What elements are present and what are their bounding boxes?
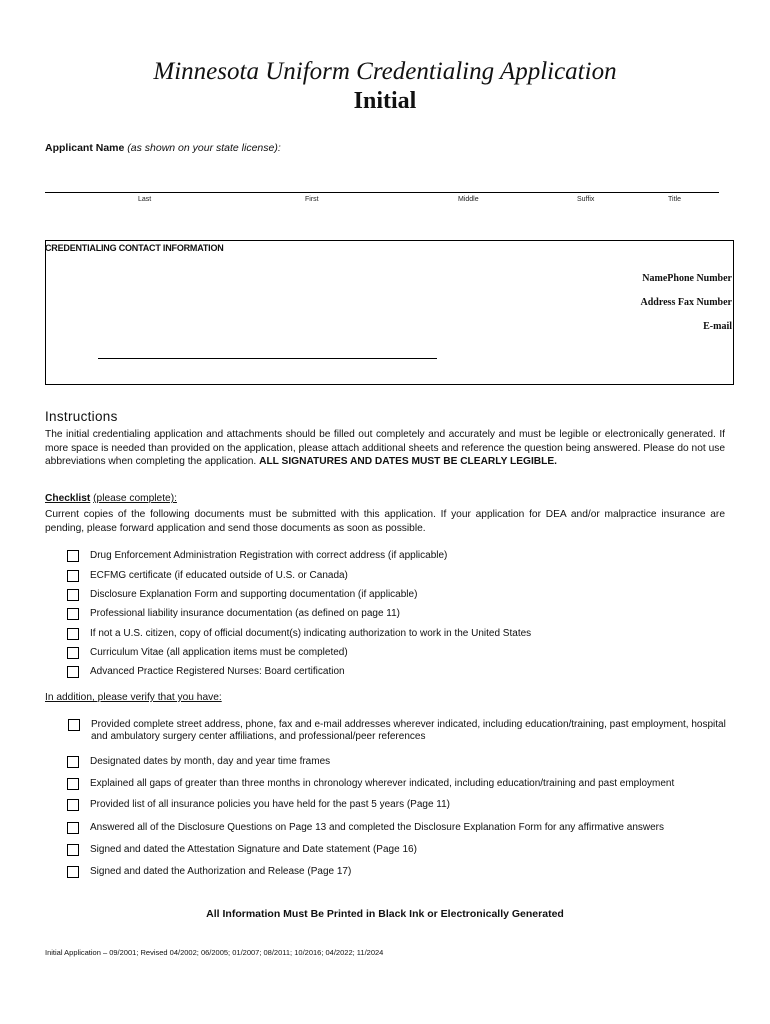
checklist-checkbox-1[interactable] <box>67 550 79 562</box>
name-field-first: First <box>305 196 319 203</box>
checklist-heading-suffix: (please complete): <box>93 493 177 504</box>
checklist-item-5: If not a U.S. citizen, copy of official document(s) indicating authorization to work in the United States <box>90 628 532 639</box>
checklist-checkbox-4[interactable] <box>67 608 79 620</box>
verify-checkbox-3[interactable] <box>67 778 79 790</box>
checklist-item-7: Advanced Practice Registered Nurses: Board certification <box>90 666 345 677</box>
instructions-heading: Instructions <box>45 409 118 424</box>
contact-name-phone-label: NamePhone Number <box>642 273 732 284</box>
verify-checkbox-1[interactable] <box>68 719 80 731</box>
verify-heading: In addition, please verify that you have: <box>45 692 222 703</box>
contact-address-fax-label: Address Fax Number <box>640 297 732 308</box>
checklist-item-6: Curriculum Vitae (all application items must be completed) <box>90 647 348 658</box>
checklist-heading <box>45 493 177 504</box>
applicant-name-label-note: (as shown on your state license): <box>127 142 281 154</box>
checklist-item-3: Disclosure Explanation Form and supporting documentation (if applicable) <box>90 589 418 600</box>
applicant-name-label <box>45 142 281 154</box>
verify-checkbox-2[interactable] <box>67 756 79 768</box>
name-field-suffix: Suffix <box>577 196 595 203</box>
name-field-title: Title <box>668 196 681 203</box>
name-field-last: Last <box>138 196 152 203</box>
checklist-item-1: Drug Enforcement Administration Registration with correct address (if applicable) <box>90 550 448 561</box>
checklist-checkbox-3[interactable] <box>67 589 79 601</box>
instructions-text <box>45 428 725 469</box>
applicant-name-label-bold: Applicant Name <box>45 142 125 154</box>
name-field-middle: Middle <box>458 196 479 203</box>
verify-item-6: Signed and dated the Attestation Signature and Date statement (Page 16) <box>90 844 417 855</box>
verify-checkbox-6[interactable] <box>67 844 79 856</box>
contact-info-box <box>45 240 734 385</box>
contact-input-line[interactable] <box>98 358 437 359</box>
verify-item-3: Explained all gaps of greater than three months in chronology wherever indicated, including education/training and past employment <box>90 778 675 789</box>
checklist-item-2: ECFMG certificate (if educated outside of U.S. or Canada) <box>90 570 348 581</box>
verify-checkbox-4[interactable] <box>67 799 79 811</box>
instructions-bold-note: ALL SIGNATURES AND DATES MUST BE CLEARLY LEGIBLE. <box>259 456 557 467</box>
checklist-intro: Current copies of the following documents must be submitted with this application. If your application for DEA and/or malpractice insurance are pending, please forward application and send those documents as soon as possible. <box>45 509 725 534</box>
page-title: Minnesota Uniform Credentialing Application <box>153 58 617 85</box>
checklist-heading-label: Checklist <box>45 493 91 504</box>
page-subtitle: Initial <box>353 88 417 114</box>
verify-item-5: Answered all of the Disclosure Questions on Page 13 and completed the Disclosure Explanation Form for any affirmative answers <box>90 822 664 833</box>
checklist-checkbox-7[interactable] <box>67 666 79 678</box>
black-ink-notice: All Information Must Be Printed in Black Ink or Electronically Generated <box>206 908 564 920</box>
contact-info-heading: CREDENTIALING CONTACT INFORMATION <box>45 243 224 253</box>
verify-checkbox-7[interactable] <box>67 866 79 878</box>
instructions-body: The initial credentialing application and attachments should be filled out completely and accurately and must be legible or electronically generated. If more space is needed than provided on the application, please attach additional sheets and reference the question being answered. Please do not use abbreviations when completing the application. <box>45 429 725 467</box>
checklist-checkbox-5[interactable] <box>67 628 79 640</box>
verify-item-4: Provided list of all insurance policies you have held for the past 5 years (Page 11) <box>90 799 451 810</box>
verify-item-2: Designated dates by month, day and year time frames <box>90 756 331 767</box>
verify-item-1: Provided complete street address, phone, fax and e-mail addresses wherever indicated, including education/training, past employment, hospital and ambulatory surgery center affiliations, and professional/peer references <box>91 719 726 742</box>
verify-item-7: Signed and dated the Authorization and Release (Page 17) <box>90 866 352 877</box>
verify-checkbox-5[interactable] <box>67 822 79 834</box>
checklist-checkbox-2[interactable] <box>67 570 79 582</box>
checklist-checkbox-6[interactable] <box>67 647 79 659</box>
applicant-name-line[interactable] <box>45 192 719 193</box>
checklist-item-4: Professional liability insurance documentation (as defined on page 11) <box>90 608 401 619</box>
revision-footer: Initial Application – 09/2001; Revised 04/2002; 06/2005; 01/2007; 08/2011; 10/2016; 04/2022; 11/2024 <box>45 948 384 957</box>
contact-email-label: E-mail <box>703 321 732 332</box>
